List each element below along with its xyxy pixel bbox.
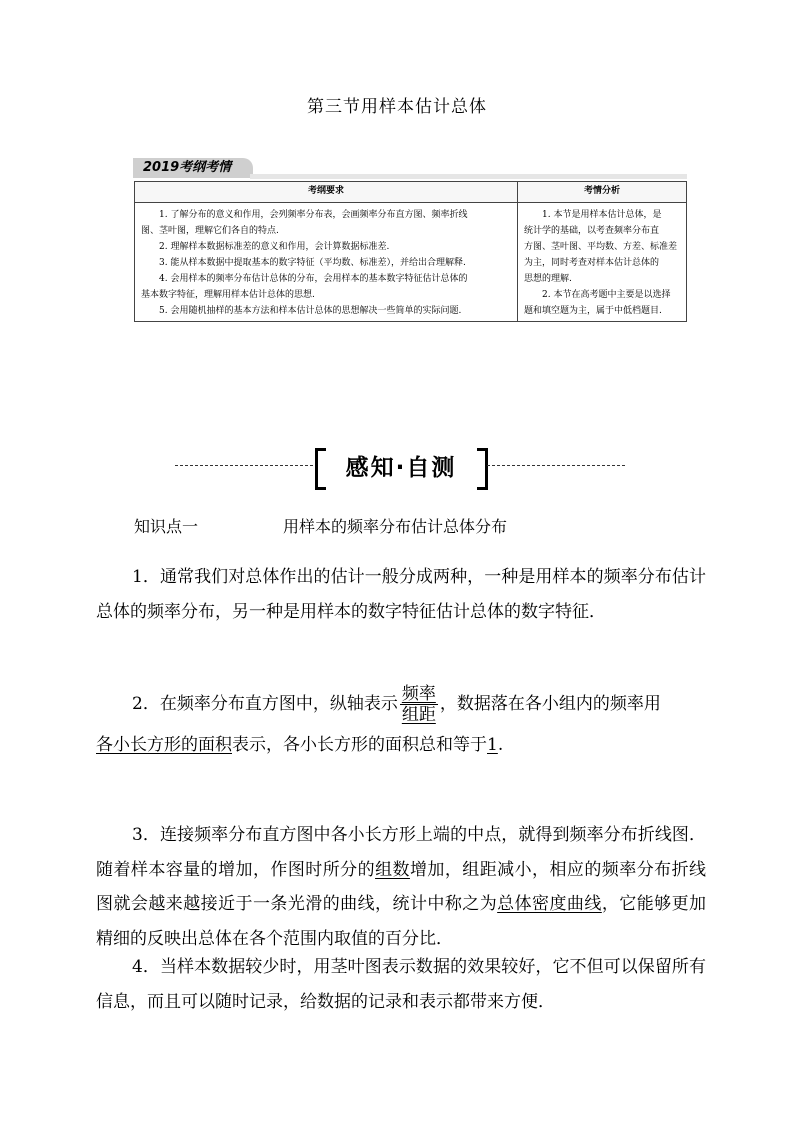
- paragraph-2-lead: 2．在频率分布直方图中，纵轴表示: [132, 694, 398, 714]
- analysis-cell: [518, 203, 687, 322]
- analysis-line: 为主，同时考查对样本估计总体的: [524, 258, 660, 268]
- requirement-line: 1. 了解分布的意义和作用，会列频率分布表，会画频率分布直方图、频率折线: [159, 210, 468, 220]
- answer-group-count: 组数: [375, 859, 410, 880]
- answer-density-curve: 总体密度曲线: [497, 894, 602, 914]
- answer-area: 各小长方形的面积: [96, 735, 232, 755]
- table-header-row: [135, 182, 687, 203]
- paragraph-3-text-a: 3．连接频率分布直方图中各小长方形上端的中点，就得到频率分布折线图．随着样本容量的增加，作图时所分的: [96, 825, 706, 880]
- knowledge-point-label: 知识点一: [134, 517, 199, 536]
- requirement-line: 4. 会用样本的频率分布估计总体的分布，会用样本的基本数字特征估计总体的: [159, 274, 468, 284]
- banner-title: 感知·自测: [345, 455, 457, 481]
- paragraph-4-text: 4．当样本数据较少时，用茎叶图表示数据的效果较好，它不但可以保留所有信息，而且可以随时记录，给数据的记录和表示都带来方便．: [96, 957, 706, 1012]
- analysis-line: 思想的理解.: [524, 274, 572, 284]
- exam-requirements-table: [134, 181, 687, 322]
- fraction-denominator: [400, 705, 438, 725]
- header-analysis: 考情分析: [518, 182, 687, 203]
- banner-dashed-rule-left: [175, 465, 313, 466]
- analysis-line: 2. 本节在高考题中主要是以选择: [542, 290, 671, 300]
- table-row: [135, 203, 687, 322]
- paragraph-2-mid: 表示，各小长方形的面积总和等于: [232, 735, 487, 755]
- page-title: 第三节用样本估计总体: [307, 97, 487, 117]
- exam-box-tab: 2019考纲考情: [133, 158, 253, 178]
- analysis-line: 1. 本节是用样本估计总体，是: [542, 210, 662, 220]
- paragraph-2-end: .: [497, 735, 504, 755]
- requirement-line: 3. 能从样本数据中提取基本的数字特征（平均数、标准差），并给出合理解释.: [159, 258, 466, 268]
- analysis-line: 方图、茎叶图、平均数、方差、标准差: [524, 242, 678, 252]
- paragraph-3: [96, 818, 706, 956]
- answer-total: 1: [487, 735, 498, 755]
- knowledge-point-title: 用样本的频率分布估计总体分布: [283, 517, 508, 536]
- fraction-numerator: [400, 684, 438, 705]
- paragraph-1: [96, 560, 706, 629]
- fraction-denominator-text: 组距: [401, 705, 436, 725]
- section-banner: [175, 444, 625, 488]
- paragraph-2-after-fraction: ，数据落在各小组内的频率用: [439, 694, 661, 714]
- requirement-line: 图、茎叶图，理解它们各自的特点.: [141, 226, 279, 236]
- paragraph-4: [96, 950, 706, 1019]
- paragraph-2: [96, 684, 706, 765]
- banner-bracket-right: [477, 448, 488, 490]
- requirements-cell: [135, 203, 518, 322]
- requirement-line: 2. 理解样本数据标准差的意义和作用，会计算数据标准差.: [159, 242, 390, 252]
- analysis-line: 统计学的基础，以考查频率分布直: [524, 226, 660, 236]
- exam-box-tab-rule: [250, 174, 687, 179]
- paragraph-1-text: 1．通常我们对总体作出的估计一般分成两种，一种是用样本的频率分布估计总体的频率分布，另一种是用样本的数字特征估计总体的数字特征．: [96, 567, 706, 622]
- banner-dashed-rule-right: [487, 465, 625, 466]
- analysis-line: 题和填空题为主，属于中低档题目.: [524, 306, 662, 316]
- requirement-line: 基本数字特征，理解用样本估计总体的思想.: [141, 290, 315, 300]
- frequency-over-interval-fraction: [400, 684, 438, 725]
- fraction-numerator-text: 频率: [401, 684, 436, 704]
- paragraph-3-text-c: ，它能够更加精细的反映出总体在各个范围内取值的百分比．: [96, 894, 707, 949]
- requirement-line: 5. 会用随机抽样的基本方法和样本估计总体的思想解决一些简单的实际问题.: [159, 306, 462, 316]
- header-requirements: 考纲要求: [135, 182, 518, 203]
- paragraph-3-text-b: 增加，组距减小，相应的频率分布折线图就会越来越接近于一条光滑的曲线，统计中称之为: [96, 859, 707, 914]
